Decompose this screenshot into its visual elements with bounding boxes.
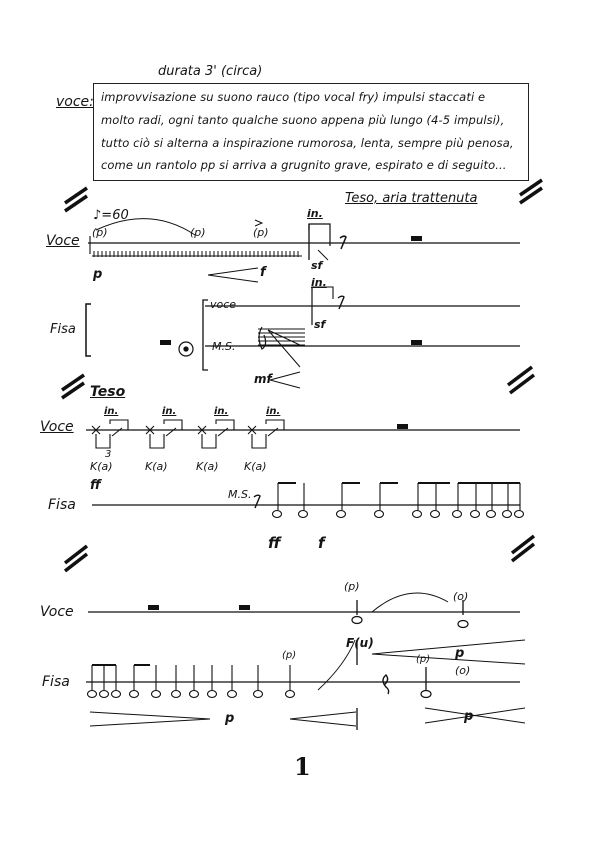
duration-marking: durata 3' (circa) xyxy=(158,64,263,79)
p-paren-s3: (p) xyxy=(344,580,360,593)
notehead xyxy=(503,511,512,518)
breath-slash xyxy=(166,428,176,436)
notehead xyxy=(286,691,295,698)
expression-marking-2: Teso xyxy=(90,384,126,400)
dynamic-ff-bottom: ff xyxy=(268,534,281,552)
system-separator-3 xyxy=(65,536,534,571)
dynamic-p-paren-3: (p) xyxy=(253,226,269,239)
notehead xyxy=(471,511,480,518)
inhale-bracket xyxy=(216,420,234,430)
inhale-s2-3: in. xyxy=(214,406,229,417)
p-s3-1: p xyxy=(455,646,465,661)
p-paren-small-s3: (p) xyxy=(416,654,431,665)
inhale-s2-1: in. xyxy=(104,406,119,417)
note-line-1: improvvisazione su suono rauco (tipo vocal fry) impulsi staccati e xyxy=(101,90,486,104)
inner-ms-label: M.S. xyxy=(212,340,236,353)
ka-s2-1: K(a) xyxy=(90,460,113,473)
dynamic-p: p xyxy=(93,267,103,282)
dynamic-f: f xyxy=(260,265,266,280)
note-stem-group xyxy=(150,434,164,448)
dynamic-p-paren-2: (p) xyxy=(190,226,206,239)
inhale-bracket xyxy=(164,420,182,430)
notehead xyxy=(130,691,139,698)
note-line-4: come un rantolo pp si arriva a grugnito grave, espirato e di seguito... xyxy=(101,158,507,172)
system-separator-2 xyxy=(62,367,534,398)
voice-label-3: Voce xyxy=(40,604,74,620)
dynamic-sf-2: sf xyxy=(314,318,326,331)
notehead xyxy=(88,691,97,698)
note-stem-group xyxy=(252,434,266,448)
notehead xyxy=(190,691,199,698)
notehead xyxy=(515,511,524,518)
expression-marking-1: Teso, aria trattenuta xyxy=(345,191,478,206)
inner-voce-label: voce xyxy=(210,298,237,311)
dynamic-sf-1: sf xyxy=(311,259,323,272)
notehead xyxy=(172,691,181,698)
inhale-bracket xyxy=(266,420,284,430)
o-paren-s3-1: (o) xyxy=(453,590,469,603)
note-stem-group xyxy=(202,434,216,448)
notehead xyxy=(299,511,308,518)
inhale-s2-4: in. xyxy=(266,406,281,417)
notehead xyxy=(228,691,237,698)
fisa-label-3: Fisa xyxy=(42,674,70,690)
voice-label-1: Voce xyxy=(46,233,80,249)
voice-label-2: Voce xyxy=(40,419,74,435)
notehead xyxy=(254,691,263,698)
inhale-bracket xyxy=(110,420,128,430)
dynamic-p-paren-1: (p) xyxy=(92,226,108,239)
note-line-3: tutto ciò si alterna a inspirazione rumorosa, lenta, sempre più penosa, xyxy=(101,136,514,150)
p-s3-2: p xyxy=(225,711,235,726)
notehead xyxy=(208,691,217,698)
p-paren-small-s3-2: (p) xyxy=(282,650,297,661)
inhale-s2-2: in. xyxy=(162,406,177,417)
notehead xyxy=(337,511,346,518)
notehead xyxy=(152,691,161,698)
note-stem-group xyxy=(96,434,110,448)
notehead xyxy=(112,691,121,698)
page-number: 1 xyxy=(294,752,311,781)
note-line-2: molto radi, ogni tanto qualche suono appena più lungo (4-5 impulsi), xyxy=(101,113,505,127)
inhale-label-1: in. xyxy=(307,207,323,220)
ka-s2-4: K(a) xyxy=(244,460,267,473)
ka-s2-3: K(a) xyxy=(196,460,219,473)
notehead xyxy=(431,511,440,518)
ka-s2-2: K(a) xyxy=(145,460,168,473)
triplet-s2: 3 xyxy=(105,449,112,460)
dynamic-ff-top: ff xyxy=(90,478,101,493)
ms-label-s2: M.S. xyxy=(228,488,252,501)
breath-slash xyxy=(268,428,278,436)
fisa-label-2: Fisa xyxy=(48,497,76,513)
breath-slash xyxy=(218,428,228,436)
dynamic-mf: mf xyxy=(254,372,272,386)
voice-note-label: voce: xyxy=(56,94,94,110)
notehead xyxy=(487,511,496,518)
dynamic-f-s2: f xyxy=(318,534,325,552)
breath-slash xyxy=(112,428,122,436)
notehead xyxy=(453,511,462,518)
notehead xyxy=(100,691,109,698)
notehead xyxy=(413,511,422,518)
o-paren-s3-2: (o) xyxy=(455,664,471,677)
p-s3-3: p xyxy=(464,709,474,724)
inhale-label-2: in. xyxy=(311,276,327,289)
notehead xyxy=(273,511,282,518)
fisa-label-1: Fisa xyxy=(50,322,76,337)
notehead xyxy=(375,511,384,518)
tempo-marking: ♪=60 xyxy=(93,208,129,223)
f-u-marking: F(u) xyxy=(346,636,374,650)
